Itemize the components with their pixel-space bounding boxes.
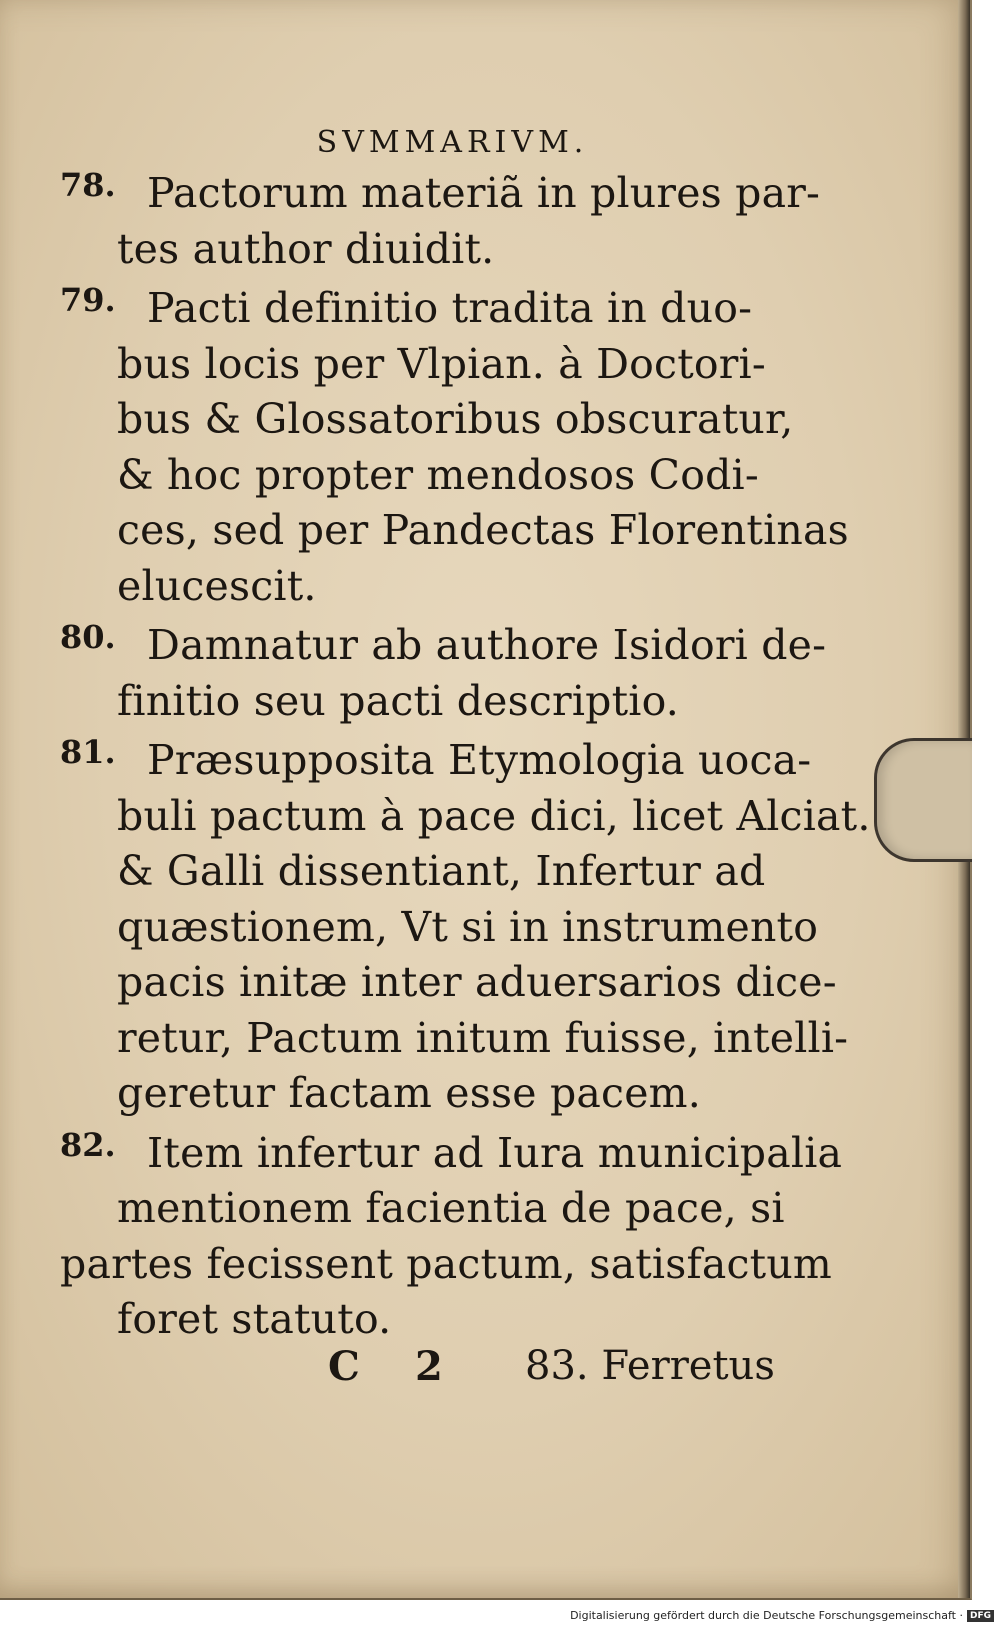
signature-letter: C [328,1343,360,1390]
dfg-logo: DFG [967,1610,994,1622]
running-header: SVMMARIVM. [316,125,589,160]
entry-line: Præsupposita Etymologia uoca- [147,736,812,784]
entry-line: retur, Pactum initum fuisse, intelli- [117,1013,849,1062]
entry-number: 79. [60,281,116,319]
credit-text: Digitalisierung gefördert durch die Deutsche Forschungsgemeinschaft · [570,1609,963,1622]
entry-line: pacis initæ inter aduersarios dice- [117,958,837,1006]
entry-number: 80. [60,618,116,656]
entry-line: elucescit. [117,561,317,610]
entry-number: 81. [60,733,116,771]
digitization-credit [570,1609,994,1622]
entry-line: foret statuto. [117,1295,392,1343]
entry-82 [60,1125,843,1348]
page-footer [60,1343,805,1403]
entry-line: & hoc propter mendosos Codi- [117,450,759,499]
entry-line: bus locis per Vlpian. à Doctori- [117,339,766,388]
entry-line: buli pactum à pace dici, licet Alciat. [117,791,871,840]
entry-79 [60,281,849,614]
entry-number: 82. [60,1125,116,1164]
entry-line: Pacti definitio tradita in duo- [147,284,753,332]
entry-line: Item infertur ad Iura municipalia [147,1128,843,1177]
entry-line: mentionem facientia de pace, si [117,1184,785,1232]
entry-line: finitio seu pacti descriptio. [117,676,679,725]
entry-line: bus & Glossatoribus obscuratur, [117,395,794,443]
entry-line: & Galli dissentiant, Infertur ad [117,847,766,895]
entry-80 [60,618,827,729]
entry-81 [60,733,871,1122]
entry-line: Pactorum materiã in plures par- [147,169,821,217]
entry-number: 78. [60,166,116,204]
signature-number: 2 [415,1343,443,1390]
bookmark-tab [874,738,972,862]
page-content [60,125,871,1352]
entry-line: geretur factam esse pacem. [117,1069,701,1117]
entry-78 [60,166,821,277]
entry-line: Damnatur ab authore Isidori de- [147,621,827,669]
catchword: 83. Ferretus [525,1343,775,1389]
entry-line: partes fecissent pactum, satisfactum [60,1239,833,1288]
entry-line: ces, sed per Pandectas Florentinas [117,506,849,554]
entry-line: tes author diuidit. [117,224,495,273]
entry-line: quæstionem, Vt si in instrumento [117,902,819,951]
